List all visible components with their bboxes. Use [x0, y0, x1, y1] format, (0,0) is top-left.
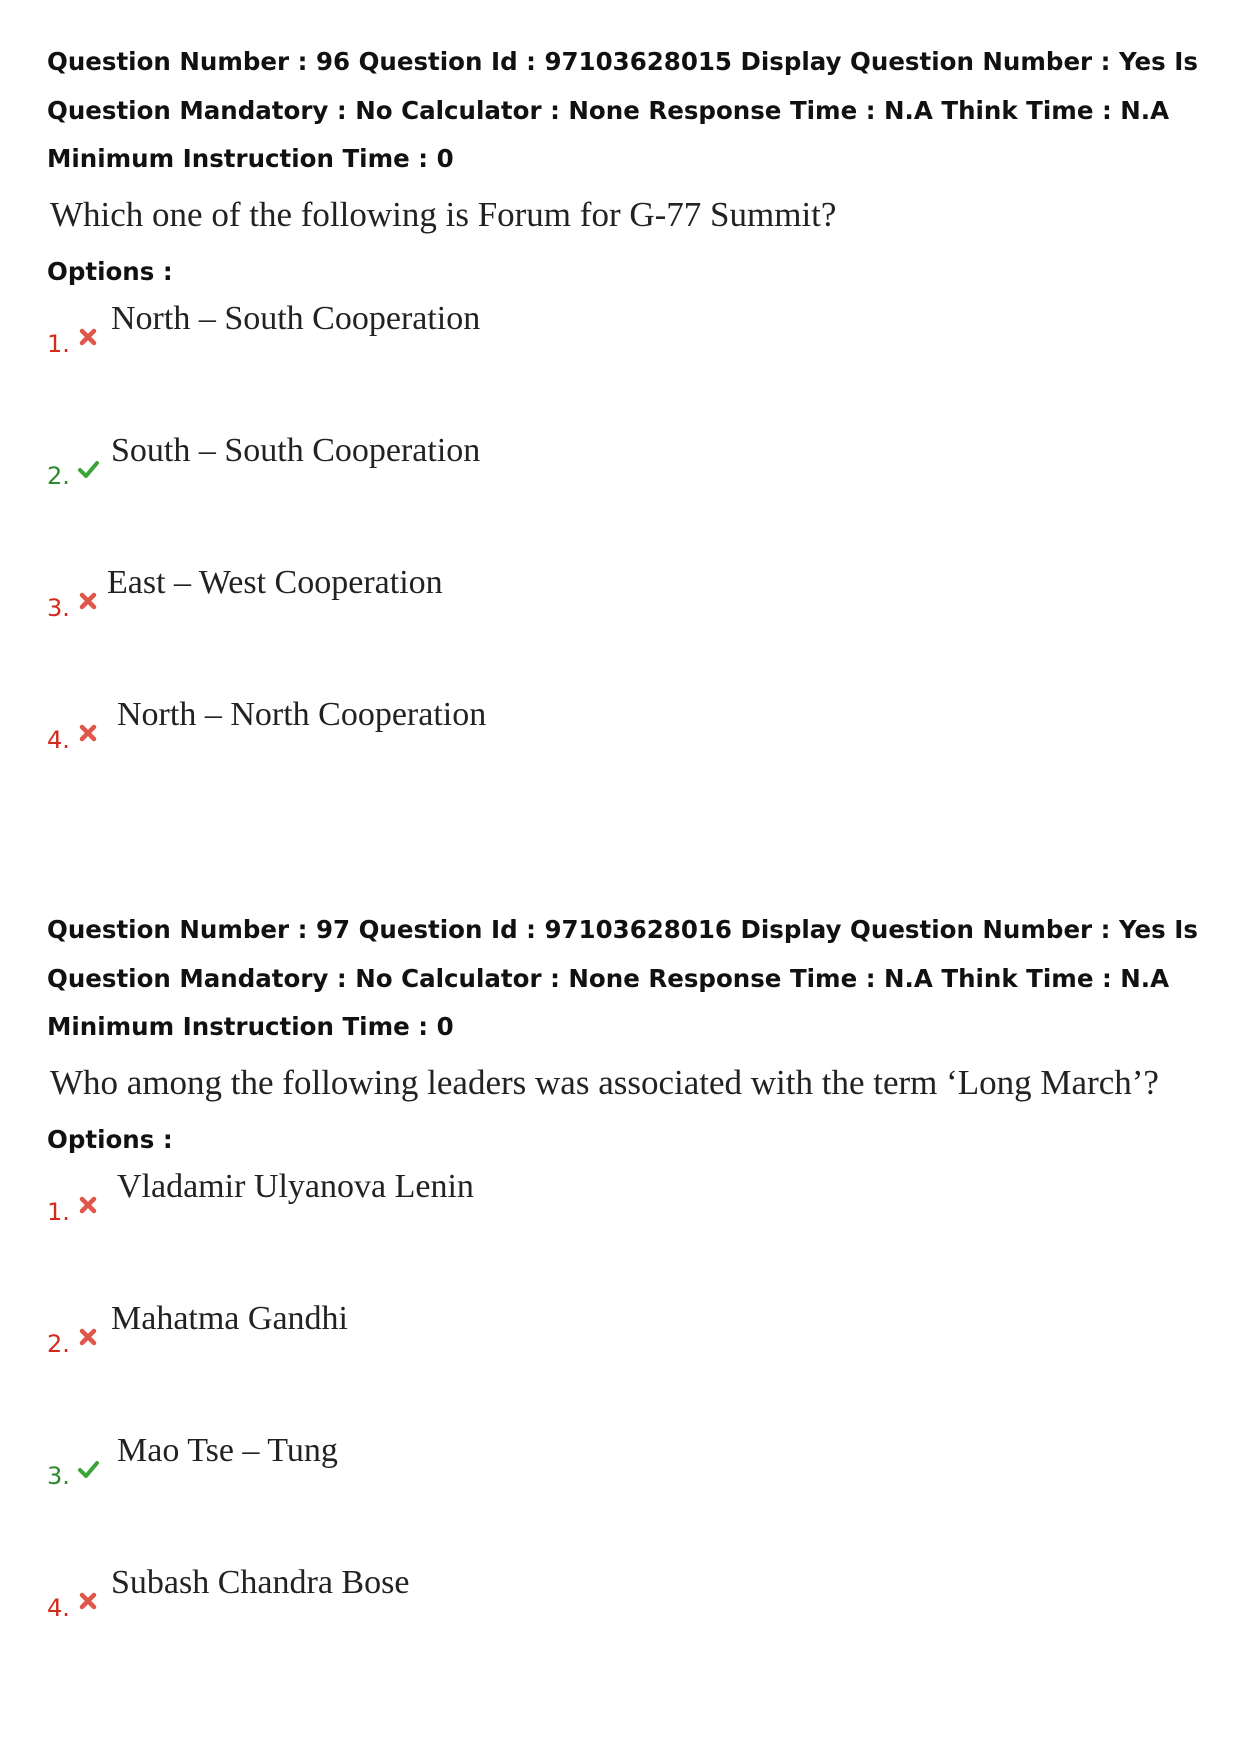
cross-icon	[77, 722, 99, 744]
question-block-97	[47, 906, 1207, 1688]
option-number: 2.	[47, 461, 70, 490]
option-number: 1.	[47, 1197, 70, 1226]
options-list	[47, 292, 1207, 820]
question-text: Which one of the following is Forum for G-77 Summit?	[50, 194, 837, 234]
question-block-96	[47, 38, 1207, 820]
question-meta: Question Number : 97 Question Id : 97103628016 Display Question Number : Yes Is Question Mandatory : No Calculator : None Response Time : N.A Think Time : N.A Minimum Instruction Time : 0	[47, 915, 1198, 1041]
options-label: Options :	[47, 256, 173, 286]
check-icon	[77, 458, 99, 480]
cross-icon	[77, 590, 99, 612]
option-4	[47, 1556, 1207, 1688]
option-4	[47, 688, 1207, 820]
question-meta: Question Number : 96 Question Id : 97103628015 Display Question Number : Yes Is Question Mandatory : No Calculator : None Response Time : N.A Think Time : N.A Minimum Instruction Time : 0	[47, 47, 1198, 173]
options-label: Options :	[47, 1124, 173, 1154]
option-number: 3.	[47, 593, 70, 622]
option-text: Mahatma Gandhi	[111, 1299, 348, 1337]
cross-icon	[77, 1590, 99, 1612]
option-text: South – South Cooperation	[111, 431, 481, 469]
option-text: East – West Cooperation	[107, 563, 443, 601]
option-2	[47, 1292, 1207, 1424]
option-number: 3.	[47, 1461, 70, 1490]
question-text: Who among the following leaders was associated with the term ‘Long March’?	[50, 1062, 1159, 1102]
cross-icon	[77, 1194, 99, 1216]
option-2	[47, 424, 1207, 556]
option-text: Subash Chandra Bose	[111, 1563, 410, 1601]
option-3	[47, 556, 1207, 688]
option-text: North – South Cooperation	[111, 299, 481, 337]
option-1	[47, 292, 1207, 424]
options-list	[47, 1160, 1207, 1688]
cross-icon	[77, 1326, 99, 1348]
option-number: 2.	[47, 1329, 70, 1358]
option-text: North – North Cooperation	[117, 695, 487, 733]
option-text: Mao Tse – Tung	[117, 1431, 338, 1469]
option-text: Vladamir Ulyanova Lenin	[117, 1167, 474, 1205]
option-number: 4.	[47, 1593, 70, 1622]
option-number: 4.	[47, 725, 70, 754]
option-1	[47, 1160, 1207, 1292]
option-number: 1.	[47, 329, 70, 358]
cross-icon	[77, 326, 99, 348]
option-3	[47, 1424, 1207, 1556]
check-icon	[77, 1458, 99, 1480]
